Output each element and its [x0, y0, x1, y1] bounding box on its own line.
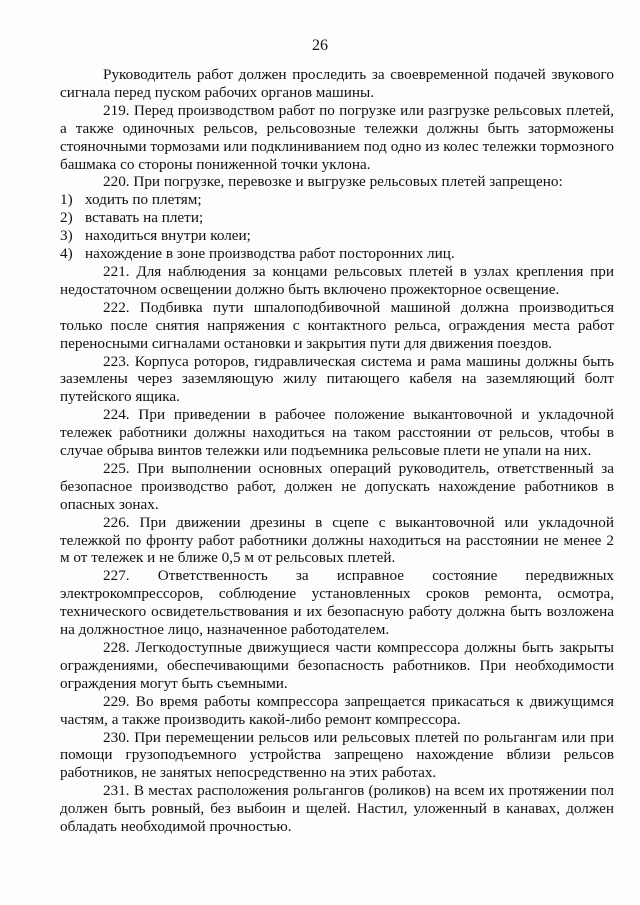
paragraph: 221. Для наблюдения за концами рельсовых плетей в узлах крепления при недостаточном освещении должно быть включено прожекторное освещение.	[60, 262, 614, 298]
list-item-text: ходить по плетям;	[85, 191, 202, 209]
list-item-text: вставать на плети;	[85, 209, 204, 227]
paragraph: Руководитель работ должен проследить за своевременной подачей звукового сигнала перед пуском рабочих органов машины.	[60, 66, 614, 101]
paragraph: 228. Легкодоступные движущиеся части компрессора должны быть закрыты ограждениями, обеспечивающими безопасность работников. При необходимости ограждения могут быть съемными.	[60, 639, 614, 692]
list-item-number: 2)	[60, 209, 73, 227]
list-item	[60, 227, 614, 245]
paragraph: 219. Перед производством работ по погрузке или разгрузке рельсовых плетей, а также одиночных рельсов, рельсовозные тележки должны быть заторможены стояночными тормозами или подклиниванием под одно из колес тележки тормозного башмака со стороны пониженной точки уклона.	[60, 101, 614, 173]
list-item-text: находиться внутри колеи;	[85, 227, 251, 245]
list-item	[60, 191, 614, 209]
paragraph: 230. При перемещении рельсов или рельсовых плетей по рольгангам или при помощи грузоподъемного устройства запрещено нахождение вблизи рельсов работников, не занятых непосредственно на этих работах.	[60, 728, 614, 782]
paragraph: 222. Подбивка пути шпалоподбивочной машиной должна производиться только после снятия напряжения с контактного рельса, ограждения места работ переносными сигналами остановки и закрытия пути для движения поездов.	[60, 298, 614, 352]
paragraph: 231. В местах расположения рольгангов (роликов) на всем их протяжении пол должен быть ровный, без выбоин и щелей. Настил, уложенный в канавах, должен обладать необходимой прочностью.	[60, 782, 614, 836]
paragraph: 223. Корпуса роторов, гидравлическая система и рама машины должны быть заземлены через заземляющую жилу питающего кабеля на заземляющий болт путейского ящика.	[60, 352, 614, 406]
paragraph: 229. Во время работы компрессора запрещается прикасаться к движущимся частям, а также производить какой-либо ремонт компрессора.	[60, 692, 614, 728]
paragraph: 226. При движении дрезины в сцепе с выкантовочной или укладочной тележкой по фронту работ работники должны находиться на расстоянии не менее 2 м от тележек и не ближе 0,5 м от рельсовых плетей.	[60, 513, 614, 567]
list-item-number: 1)	[60, 191, 73, 209]
document-body	[60, 66, 614, 836]
list-item	[60, 209, 614, 227]
paragraph: 225. При выполнении основных операций руководитель, ответственный за безопасное производство работ, должен не допускать нахождение работников в опасных зонах.	[60, 459, 614, 513]
list-item-number: 3)	[60, 227, 73, 245]
list-item-text: нахождение в зоне производства работ посторонних лиц.	[85, 245, 455, 263]
list-item-number: 4)	[60, 245, 73, 263]
paragraph: 220. При погрузке, перевозке и выгрузке рельсовых плетей запрещено:	[103, 173, 563, 191]
page-number: 26	[312, 37, 328, 54]
paragraph: 227. Ответственность за исправное состояние передвижных электрокомпрессоров, соблюдение установленных сроков ремонта, осмотра, технического освидетельствования и их безопасную работу должна быть возложена на должностное лицо, назначенное работодателем.	[60, 567, 614, 639]
list-item	[60, 245, 614, 263]
paragraph: 224. При приведении в рабочее положение выкантовочной и укладочной тележек работники должны находиться на таком расстоянии от рельсов, чтобы в случае обрыва винтов тележки или подъемника рельсовые плети не упали на них.	[60, 406, 614, 460]
